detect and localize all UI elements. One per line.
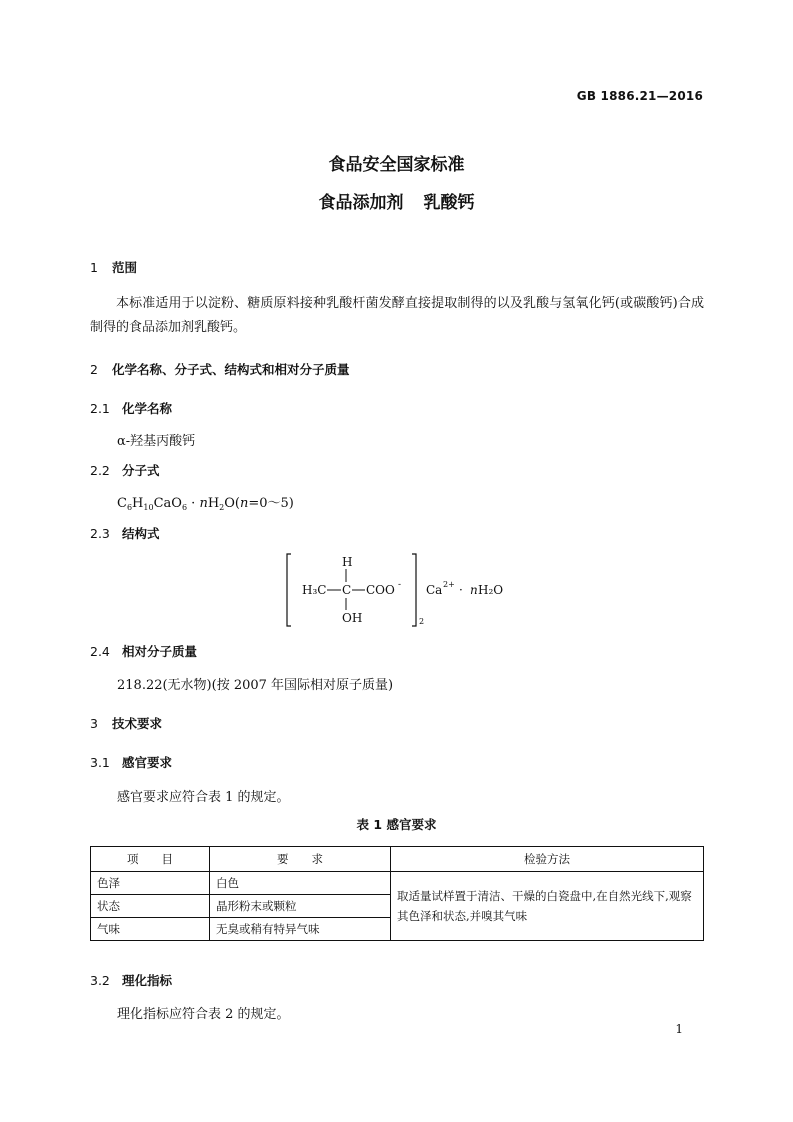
- section-3-1-heading: [90, 753, 172, 771]
- table-header-row: [91, 847, 704, 872]
- section-title: 理化指标: [122, 973, 173, 988]
- document-title: 食品安全国家标准: [328, 155, 465, 175]
- central-carbon: C: [342, 583, 352, 597]
- document-subtitle: 食品添加剂 乳酸钙: [318, 193, 475, 213]
- structural-formula: [285, 552, 525, 630]
- chemical-name: α-羟基丙酸钙: [117, 434, 196, 449]
- section-title: 感官要求: [122, 755, 173, 770]
- negative-charge: -: [398, 580, 402, 590]
- cell-method: 取适量试样置于清洁、干燥的白瓷盘中,在自然光线下,观察其色泽和状态,并嗅其气味: [391, 872, 704, 941]
- page-number: 1: [675, 1022, 683, 1036]
- section-2-3-heading: [90, 524, 160, 542]
- sensory-requirements-table: [90, 846, 704, 941]
- header-item: 项 目: [91, 847, 210, 872]
- section-1-body: 本标准适用于以淀粉、糖质原料接种乳酸杆菌发酵直接提取制得的以及乳酸与氢氧化钙(或碳酸钙)合成制得的食品添加剂乳酸钙。: [90, 296, 704, 335]
- hydroxyl-group: OH: [342, 611, 363, 625]
- section-1-heading: [90, 258, 137, 276]
- section-number: 2.1: [90, 401, 110, 416]
- physicochemical-requirement-text: 理化指标应符合表 2 的规定。: [117, 1007, 290, 1022]
- section-title: 结构式: [122, 526, 160, 541]
- table-row: [91, 872, 704, 895]
- header-requirement: 要 求: [210, 847, 391, 872]
- standard-number: GB 1886.21—2016: [576, 89, 703, 103]
- hydrogen-top: H: [342, 555, 353, 569]
- cell-requirement: 晶形粉末或颗粒: [210, 895, 391, 918]
- section-number: 3.2: [90, 973, 110, 988]
- cell-requirement: 白色: [210, 872, 391, 895]
- section-number: 3: [90, 716, 98, 731]
- header-method: 检验方法: [391, 847, 704, 872]
- section-2-heading: [90, 360, 350, 378]
- right-bracket: [412, 554, 416, 626]
- calcium-charge: 2+: [443, 580, 455, 589]
- methyl-group: H₃C: [302, 583, 327, 597]
- table-1-caption: 表 1 感官要求: [356, 817, 437, 832]
- section-2-4-heading: [90, 642, 197, 660]
- section-number: 3.1: [90, 755, 110, 770]
- section-title: 化学名称、分子式、结构式和相对分子质量: [112, 362, 350, 377]
- hydrate-n: n: [470, 583, 478, 597]
- cell-item: 气味: [91, 918, 210, 941]
- molecular-weight: 218.22(无水物)(按 2007 年国际相对原子质量): [117, 678, 394, 693]
- section-number: 2.4: [90, 644, 110, 659]
- water: H₂O: [478, 583, 504, 597]
- cell-item: 色泽: [91, 872, 210, 895]
- cell-requirement: 无臭或稍有特异气味: [210, 918, 391, 941]
- calcium-ion: Ca: [426, 583, 443, 597]
- section-title: 范围: [112, 260, 138, 275]
- carboxylate: COO: [366, 583, 395, 597]
- section-title: 相对分子质量: [122, 644, 198, 659]
- cell-item: 状态: [91, 895, 210, 918]
- section-number: 2: [90, 362, 98, 377]
- sensory-requirement-text: 感官要求应符合表 1 的规定。: [117, 790, 290, 805]
- section-title: 化学名称: [122, 401, 173, 416]
- section-number: 1: [90, 260, 98, 275]
- section-number: 2.2: [90, 463, 110, 478]
- section-3-heading: [90, 714, 162, 732]
- left-bracket: [287, 554, 291, 626]
- section-title: 技术要求: [112, 716, 163, 731]
- section-2-1-heading: [90, 399, 172, 417]
- section-number: 2.3: [90, 526, 110, 541]
- hydrate-dot: ·: [459, 583, 463, 597]
- bracket-subscript: 2: [419, 617, 425, 626]
- section-title: 分子式: [122, 463, 160, 478]
- section-2-2-heading: [90, 461, 160, 479]
- molecular-formula: $C_6H_{10}CaO_6$ · $nH_2O(n=0\sim 5)$: [117, 496, 294, 512]
- section-3-2-heading: [90, 971, 172, 989]
